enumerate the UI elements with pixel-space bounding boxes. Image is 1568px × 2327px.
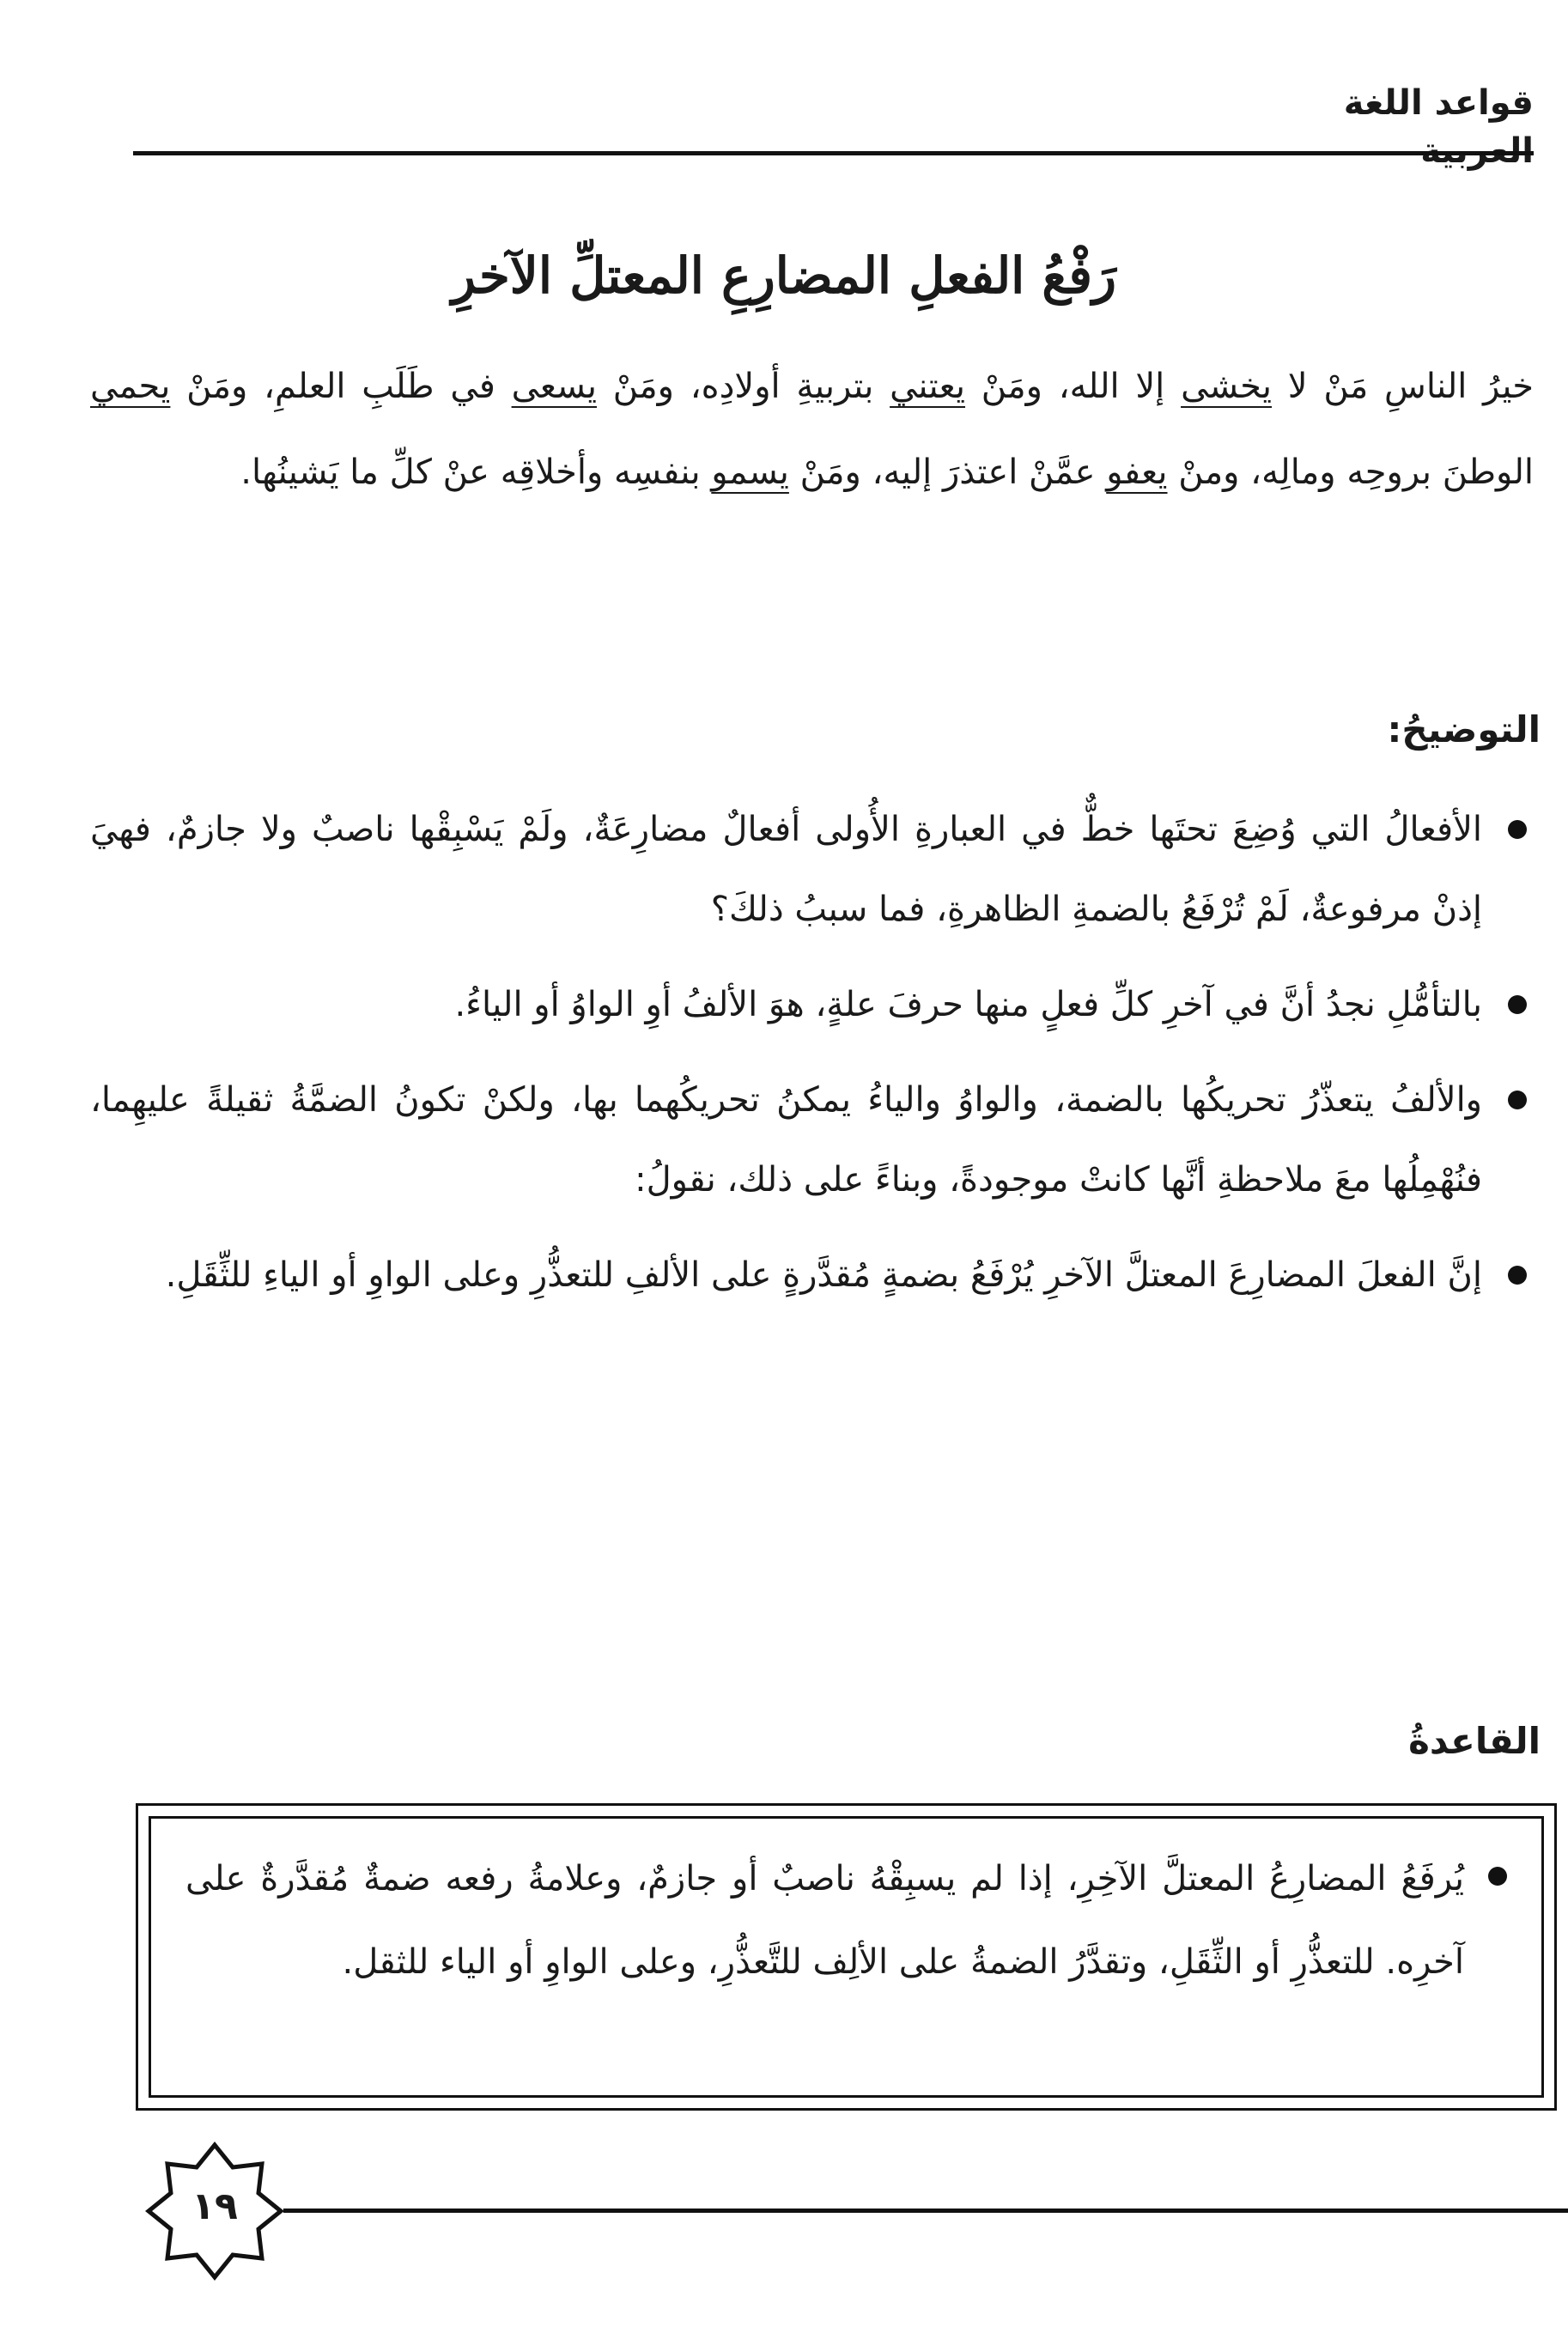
underlined-verb: يسعى <box>511 367 598 406</box>
example-text: في طَلَبِ العلمِ، ومَنْ <box>170 367 512 406</box>
explanation-item-text: بالتأمُّلِ نجدُ أنَّ في آخرِ كلِّ فعلٍ منها حرفَ علةٍ، هوَ الألفُ أوِ الواوُ أو الياءُ. <box>454 985 1482 1024</box>
bullet-icon <box>1508 1266 1527 1285</box>
bullet-icon <box>1488 1867 1507 1886</box>
explanation-item <box>90 790 1534 950</box>
underlined-verb: يخشى <box>1181 367 1273 406</box>
explanation-list <box>90 790 1534 1331</box>
lesson-title: رَفْعُ الفعلِ المضارِعِ المعتلِّ الآخرِ <box>451 246 1117 305</box>
example-text: بتربيةِ أولادِه، ومَنْ <box>597 367 890 406</box>
underlined-verb: يعتني <box>890 367 966 406</box>
example-text: إلا الله، ومَنْ <box>965 367 1182 406</box>
example-text: عمَّنْ اعتذرَ إليه، ومَنْ <box>788 453 1107 492</box>
bullet-icon <box>1508 1091 1527 1109</box>
bullet-icon <box>1508 820 1527 839</box>
page-number: ١٩ <box>191 2184 238 2228</box>
footer-rule <box>283 2209 1568 2213</box>
rule-heading: القاعدةُ <box>1408 1720 1541 1762</box>
example-text: بنفسِه وأخلاقِه عنْ كلِّ ما يَشينُها. <box>240 453 712 492</box>
underlined-verb: يعفو <box>1106 453 1168 492</box>
underlined-verb: يسمو <box>711 453 789 492</box>
underlined-verb: يحمي <box>90 367 171 406</box>
rule-statement <box>185 1838 1519 2004</box>
explanation-item-text: إنَّ الفعلَ المضارِعَ المعتلَّ الآخرِ يُرْفَعُ بضمةٍ مُقدَّرةٍ على الألفِ للتعذُّرِ وعلى الواوِ أو الياءِ للثِّقَلِ. <box>165 1255 1482 1295</box>
rule-statement-text: يُرفَعُ المضارِعُ المعتلَّ الآخِرِ، إذا لم يسبِقْهُ ناصبٌ أو جازمٌ، وعلامةُ رفعه ضمةٌ مُقدَّرةٌ على آخرِه. للتعذُّرِ أو الثِّقَلِ، وتقدَّرُ الضمةُ على الألِف للتَّعذُّرِ، وعلى الواوِ أو الياء للثقل. <box>185 1859 1464 1982</box>
explanation-item <box>90 965 1534 1045</box>
explanation-item-text: الأفعالُ التي وُضِعَ تحتَها خطٌّ في العبارةِ الأُولى أفعالٌ مضارِعَةٌ، ولَمْ يَسْبِقْها ناصبٌ ولا جازمٌ، فهيَ إذنْ مرفوعةٌ، لَمْ تُرْفَعُ بالضمةِ الظاهرةِ، فما سببُ ذلكَ؟ <box>90 810 1482 929</box>
example-text: خيرُ الناسِ مَنْ لا <box>1272 367 1535 406</box>
header-rule <box>133 151 1534 155</box>
example-paragraph <box>90 343 1534 515</box>
explanation-item <box>90 1236 1534 1315</box>
example-text: الوطنَ بروحِه ومالِه، ومنْ <box>1167 453 1534 492</box>
explanation-item-text: والألفُ يتعذّرُ تحريكُها بالضمة، والواوُ والياءُ يمكنُ تحريكُهما بها، ولكنْ تكونُ الضمَّةُ ثقيلةً عليهِما، فنُهْمِلُها معَ ملاحظةِ أنَّها كانتْ موجودةً، وبناءً على ذلك، نقولُ: <box>90 1080 1482 1200</box>
rule-box <box>136 1803 1557 2111</box>
explanation-heading: التوضيحُ: <box>1387 708 1541 750</box>
bullet-icon <box>1508 995 1527 1014</box>
explanation-item <box>90 1060 1534 1220</box>
rule-box-inner-frame <box>149 1816 1544 2098</box>
running-header: قواعد اللغة العربية <box>1343 83 1534 171</box>
